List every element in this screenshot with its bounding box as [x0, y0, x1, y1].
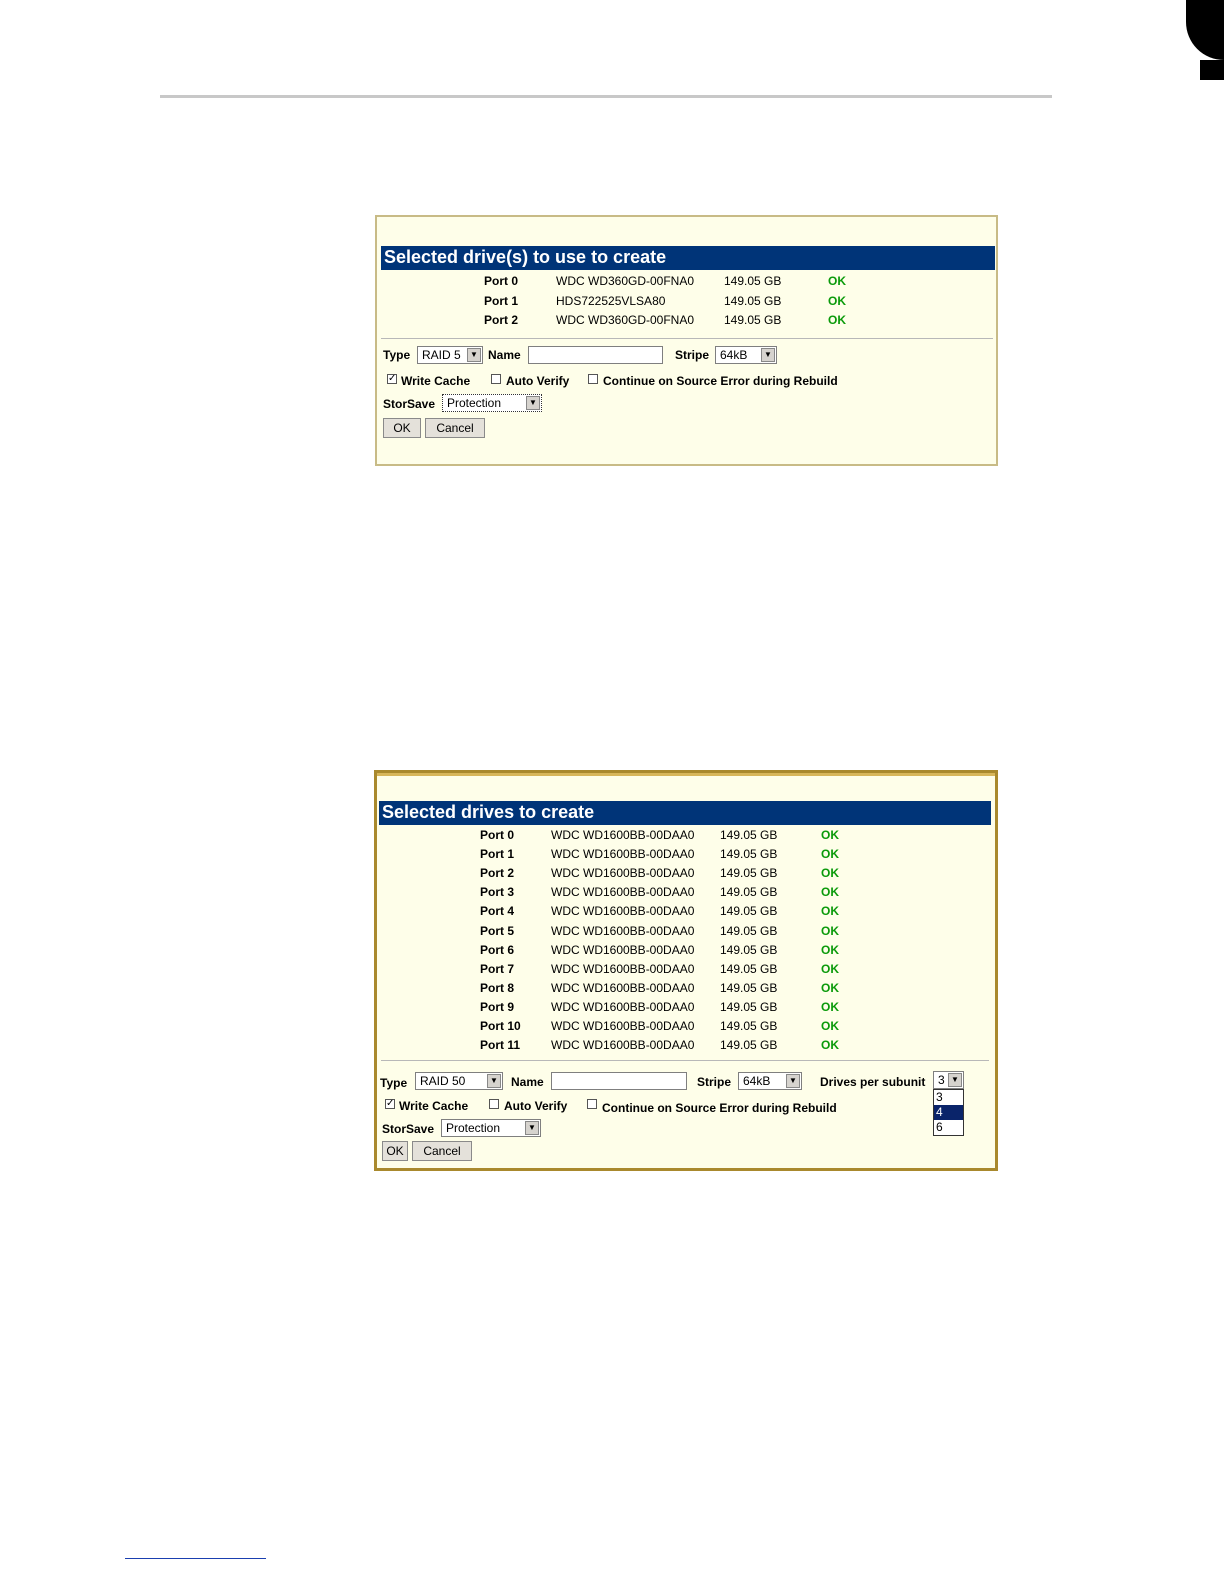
drive-row — [377, 1017, 977, 1036]
drive-status: OK — [821, 980, 839, 995]
footer-link-rule — [125, 1558, 266, 1559]
create-unit-panel-raid50 — [374, 770, 998, 1171]
drive-row — [377, 883, 977, 902]
drive-status: OK — [821, 1038, 839, 1053]
panel-title: Selected drive(s) to use to create — [381, 246, 995, 270]
write-cache-label: Write Cache — [399, 1099, 469, 1113]
type-select-value: RAID 5 — [422, 348, 461, 362]
type-select[interactable] — [417, 346, 483, 364]
drive-status: OK — [821, 961, 839, 976]
drive-row — [377, 826, 977, 845]
drive-port: Port 11 — [480, 1038, 521, 1053]
write-cache-label: Write Cache — [401, 374, 471, 388]
drive-size: 149.05 GB — [724, 274, 782, 288]
drive-port: Port 1 — [484, 293, 519, 308]
panel-title: Selected drives to create — [379, 801, 991, 825]
chevron-down-icon: ▼ — [525, 1121, 539, 1135]
stripe-select-value: 64kB — [720, 348, 748, 362]
stripe-select[interactable] — [738, 1072, 802, 1090]
auto-verify-label: Auto Verify — [504, 1099, 568, 1113]
drive-size: 149.05 GB — [720, 1019, 778, 1033]
drive-status: OK — [828, 293, 846, 308]
write-cache-checkbox[interactable]: ✓ — [386, 1098, 395, 1109]
drive-port: Port 6 — [480, 942, 515, 957]
chevron-down-icon: ▼ — [487, 1074, 501, 1088]
drive-port: Port 0 — [484, 274, 519, 288]
drive-row — [377, 864, 977, 883]
create-unit-panel-raid5 — [375, 215, 998, 466]
drive-model: WDC WD1600BB-00DAA0 — [551, 923, 695, 938]
drive-port: Port 2 — [480, 866, 515, 881]
drive-size: 149.05 GB — [720, 980, 778, 995]
drive-model: WDC WD360GD-00FNA0 — [556, 274, 695, 288]
storsave-label: StorSave — [382, 1122, 435, 1136]
auto-verify-label: Auto Verify — [506, 374, 570, 388]
drives-per-subunit-label: Drives per subunit — [820, 1075, 926, 1089]
drive-port: Port 2 — [484, 313, 519, 327]
drive-row — [377, 941, 977, 960]
dropdown-option[interactable]: 4 — [934, 1105, 963, 1120]
name-label: Name — [511, 1075, 544, 1089]
stripe-label: Stripe — [697, 1075, 732, 1089]
drive-status: OK — [821, 923, 839, 938]
drive-size: 149.05 GB — [720, 904, 778, 919]
drive-row — [377, 272, 977, 291]
storsave-select[interactable] — [442, 394, 542, 412]
drive-size: 149.05 GB — [720, 885, 778, 900]
name-input[interactable] — [528, 346, 663, 364]
drives-per-subunit-select[interactable] — [933, 1071, 964, 1089]
drive-port: Port 10 — [480, 1019, 521, 1033]
drive-model: WDC WD1600BB-00DAA0 — [551, 942, 695, 957]
drive-row — [377, 845, 977, 864]
dropdown-option[interactable]: 6 — [936, 1120, 943, 1134]
drive-model: HDS722525VLSA80 — [556, 293, 666, 308]
drive-size: 149.05 GB — [724, 313, 782, 327]
continue-on-error-checkbox[interactable] — [587, 1099, 597, 1109]
type-label: Type — [380, 1076, 408, 1090]
type-select[interactable] — [415, 1072, 503, 1090]
drive-size: 149.05 GB — [720, 923, 778, 938]
dropdown-option[interactable]: 3 — [936, 1090, 943, 1104]
type-label: Type — [383, 348, 411, 362]
drive-model: WDC WD1600BB-00DAA0 — [551, 980, 695, 995]
page-header-rule — [160, 95, 1052, 98]
drive-size: 149.05 GB — [724, 293, 782, 308]
cancel-button[interactable]: Cancel — [425, 418, 485, 438]
name-input[interactable] — [551, 1072, 687, 1090]
drive-status: OK — [821, 847, 839, 862]
drive-model: WDC WD1600BB-00DAA0 — [551, 885, 695, 900]
drive-model: WDC WD1600BB-00DAA0 — [551, 866, 695, 881]
stripe-select[interactable] — [715, 346, 777, 364]
drive-model: WDC WD1600BB-00DAA0 — [551, 961, 695, 976]
storsave-select-value: Protection — [447, 396, 502, 410]
drive-status: OK — [828, 274, 846, 288]
drive-model: WDC WD1600BB-00DAA0 — [551, 847, 695, 862]
auto-verify-checkbox[interactable] — [491, 374, 501, 384]
continue-on-error-checkbox[interactable] — [588, 374, 598, 384]
drive-row — [377, 1036, 977, 1055]
drive-size: 149.05 GB — [720, 961, 778, 976]
drive-port: Port 5 — [480, 923, 515, 938]
chevron-down-icon: ▼ — [948, 1073, 962, 1087]
storsave-select-value: Protection — [446, 1121, 501, 1135]
name-label: Name — [488, 348, 521, 362]
drive-port: Port 8 — [480, 980, 515, 995]
drive-size: 149.05 GB — [720, 942, 778, 957]
drive-size: 149.05 GB — [720, 847, 778, 862]
chevron-down-icon: ▼ — [761, 348, 775, 362]
drive-size: 149.05 GB — [720, 866, 778, 881]
drive-model: WDC WD1600BB-00DAA0 — [551, 1019, 695, 1033]
divider — [381, 1060, 989, 1061]
cancel-button[interactable]: Cancel — [412, 1141, 472, 1161]
ok-button[interactable]: OK — [382, 1141, 408, 1161]
continue-on-error-label: Continue on Source Error during Rebuild — [602, 1101, 837, 1115]
drive-size: 149.05 GB — [720, 999, 778, 1014]
drive-status: OK — [828, 313, 846, 327]
stripe-select-value: 64kB — [743, 1074, 771, 1088]
drive-model: WDC WD1600BB-00DAA0 — [551, 828, 695, 842]
drive-port: Port 1 — [480, 847, 515, 862]
drive-status: OK — [821, 885, 839, 900]
chevron-down-icon: ▼ — [467, 348, 481, 362]
chevron-down-icon: ▼ — [526, 396, 540, 410]
drive-size: 149.05 GB — [720, 828, 778, 842]
stripe-label: Stripe — [675, 348, 710, 362]
drive-model: WDC WD1600BB-00DAA0 — [551, 904, 695, 919]
drive-row — [377, 998, 977, 1017]
drive-status: OK — [821, 866, 839, 881]
drive-row — [377, 960, 977, 979]
storsave-label: StorSave — [383, 397, 436, 411]
drive-row — [377, 311, 977, 330]
drive-row — [377, 902, 977, 921]
drive-status: OK — [821, 1019, 839, 1033]
drive-model: WDC WD1600BB-00DAA0 — [551, 999, 695, 1014]
auto-verify-checkbox[interactable] — [489, 1099, 499, 1109]
drive-row — [377, 922, 977, 941]
drive-row — [377, 979, 977, 998]
drive-status: OK — [821, 942, 839, 957]
drive-port: Port 9 — [480, 999, 515, 1014]
drive-model: WDC WD1600BB-00DAA0 — [551, 1038, 695, 1053]
drive-status: OK — [821, 904, 839, 919]
drive-port: Port 7 — [480, 961, 515, 976]
drives-per-subunit-value: 3 — [938, 1073, 945, 1087]
drive-row — [377, 292, 977, 311]
drive-model: WDC WD360GD-00FNA0 — [556, 313, 695, 327]
write-cache-checkbox[interactable]: ✓ — [388, 373, 397, 384]
drive-size: 149.05 GB — [720, 1038, 778, 1053]
divider — [381, 338, 993, 339]
drive-port: Port 4 — [480, 904, 515, 919]
drives-per-subunit-options — [933, 1089, 964, 1136]
chevron-down-icon: ▼ — [786, 1074, 800, 1088]
ok-button[interactable]: OK — [383, 418, 421, 438]
storsave-select[interactable] — [441, 1119, 541, 1137]
drive-port: Port 0 — [480, 828, 515, 842]
type-select-value: RAID 50 — [420, 1074, 466, 1088]
drive-port: Port 3 — [480, 885, 515, 900]
drive-status: OK — [821, 999, 839, 1014]
drive-status: OK — [821, 828, 839, 842]
continue-on-error-label: Continue on Source Error during Rebuild — [603, 374, 838, 388]
